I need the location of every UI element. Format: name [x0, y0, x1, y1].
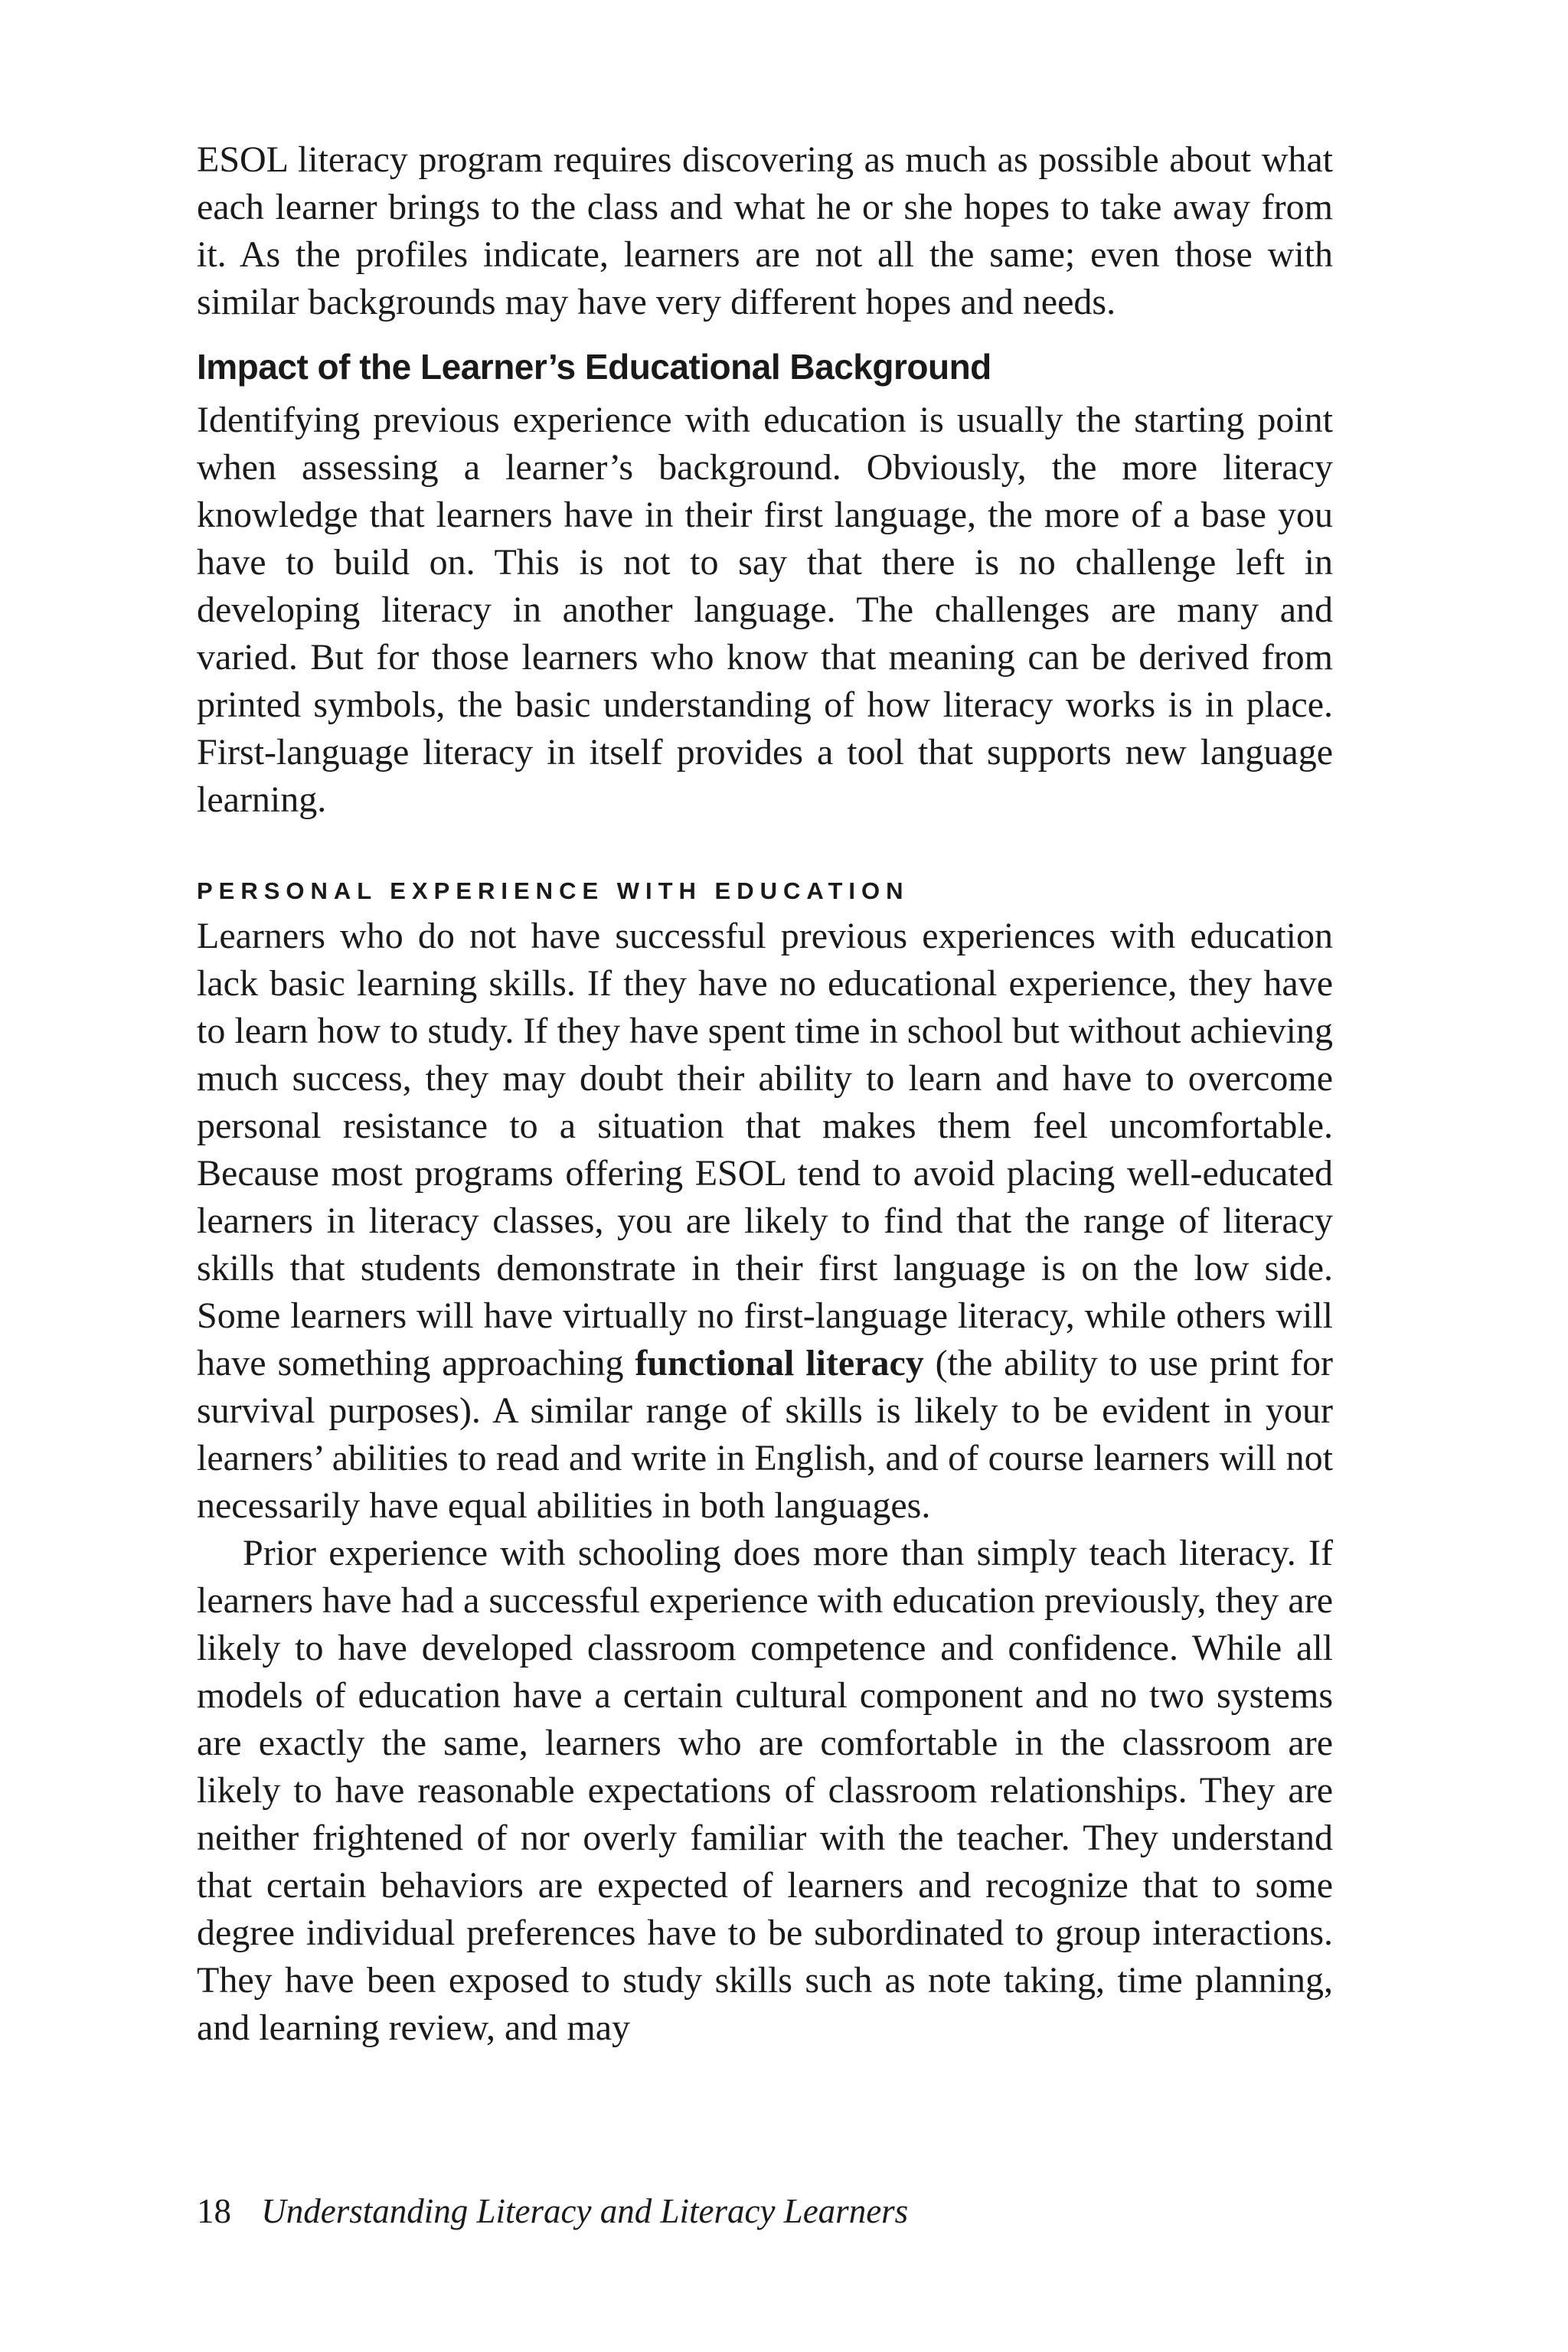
- intro-paragraph: ESOL literacy program requires discovering as much as possible about what each learner brings to the class and what he or she hopes to take away from it. As the profiles indicate, learners are not all the same; even those with similar backgrounds may have very different hopes and needs.: [197, 139, 1333, 322]
- subsection-heading: PERSONAL EXPERIENCE WITH EDUCATION: [197, 877, 910, 904]
- section-heading: Impact of the Learner’s Educational Background: [197, 347, 991, 387]
- subsection-paragraph-2: Prior experience with schooling does more than simply teach literacy. If learners have had a successful experience with education previously, they are likely to have developed classroom competence and confidence. While all models of education have a certain cultural component and no two systems are exactly the same, learners who are comfortable in the classroom are likely to have reasonable expectations of classroom relationships. They are neither frightened of nor overly familiar with the teacher. They understand that certain behaviors are expected of learners and recognize that to some degree individual preferences have to be subordinated to group interactions. They have been exposed to study skills such as note taking, time planning, and learning review, and may: [197, 1533, 1333, 2048]
- running-title: Understanding Literacy and Literacy Learners: [261, 2192, 909, 2230]
- page-footer: [197, 2188, 908, 2234]
- section-paragraph: Identifying previous experience with education is usually the starting point when assessing a learner’s background. Obviously, the more literacy knowledge that learners have in their first language, the more of a base you have to build on. This is not to say that there is no challenge left in developing literacy in another language. The challenges are many and varied. But for those learners who know that meaning can be derived from printed symbols, the basic understanding of how literacy works is in place. First-language literacy in itself provides a tool that supports new language learning.: [197, 400, 1333, 820]
- glossary-term: functional literacy: [635, 1343, 924, 1383]
- page-number: 18: [197, 2192, 231, 2230]
- paragraph-text-after-term: (the ability to use print for survival purposes). A similar range of skills is likely to be evident in your learners’ abilities to read and write in English, and of course learners will not necessarily have equal abilities in both languages.: [197, 1343, 1334, 1526]
- subsection-paragraph-1: [197, 913, 1333, 1530]
- paragraph-text-before-term: Learners who do not have successful previous experiences with education lack basic learning skills. If they have no educational experience, they have to learn how to study. If they have spent time in school but without achieving much success, they may doubt their ability to learn and have to overcome personal resistance to a situation that makes them feel uncomfortable. Because most programs offering ESOL tend to avoid placing well-educated learners in literacy classes, you are likely to find that the range of literacy skills that students demonstrate in their first language is on the low side. Some learners will have virtually no first-language literacy, while others will have something approaching: [197, 916, 1333, 1383]
- page-content: [197, 136, 1333, 2052]
